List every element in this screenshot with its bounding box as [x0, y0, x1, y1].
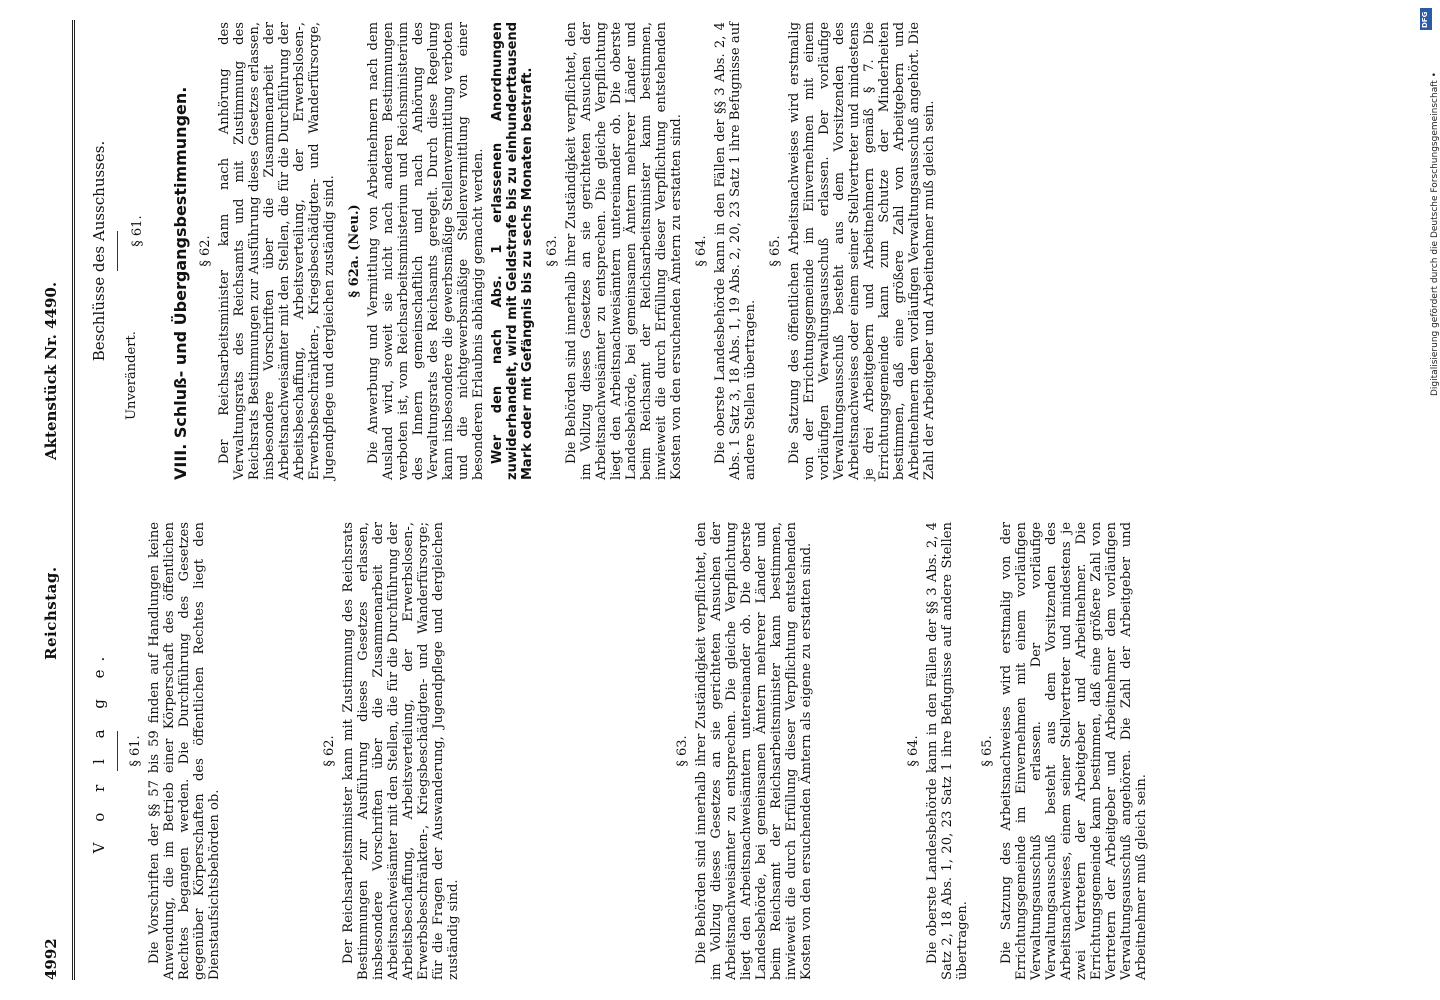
spacer	[226, 522, 312, 980]
section-text: Der Reichsarbeitsminister kann nach Anhörung des Verwaltungsrats des Reichsamts und mit Zustimmung des Reichsrats Bestimmungen zur Ausführung dieses Gesetzes erlassen, insbesondere Vorschriften über die Zusammenarbeit der Arbeitsnachweisämter mit den Stellen, die für die Durchführung der Arbeitsbeschaffung, Arbeitsverteilung, der Erwerbslosen-, Erwerbsbeschränkten-, Kriegsbeschädigten- und Wanderfürsorge, Jugendpflege und dergleichen zuständig sind.	[217, 22, 337, 480]
section-number: § 61.	[128, 735, 143, 767]
section-number: § 64.	[694, 235, 709, 267]
section-text: Die oberste Landesbehörde kann in den Fällen der §§ 3 Abs. 2, 4 Abs. 1 Satz 3, 18 Abs. 1, 19 Abs. 2, 20, 23 Satz 1 ihre Befugnisse auf andere Stellen übertragen.	[713, 22, 758, 480]
section-text: Der Reichsarbeitsminister kann mit Zustimmung des Reichsrats Bestimmungen zur Ausführung dieses Gesetzes erlassen, insbesondere Vorschriften über die Zusammenarbeit der Arbeitsnachweisämter mit den Stellen, die für die Durchführung der Arbeitsbeschaffung, Arbeitsverteilung, der Erwerbslosen-, Erwerbsbeschränkten-, Kriegsbeschädigten- und Wanderfürsorge; für die Fragen der Auswanderung, Jugendpflege und dergleichen zuständig sind.	[341, 522, 461, 980]
credit-text: Digitalisierung gefördert durch die Deutsche Forschungsgemeinschaft •	[1430, 72, 1440, 396]
section-number: § 62.	[322, 735, 337, 767]
column-heading: Beschlüsse des Ausschusses.	[90, 140, 108, 362]
column-beschluesse	[86, 22, 941, 480]
section-text: Die Behörden sind innerhalb ihrer Zuständigkeit verpflichtet, den im Vollzug dieses Gesetzes an sie gerichteten Ansuchen der Arbeitsnachweisämter zu entsprechen. Die gleiche Verpflichtung liegt den Arbeitsnachweisämtern untereinander ob. Die oberste Landesbehörde, bei gemeinsamen Ämtern mehrerer Länder und beim Reichsamt der Reichsarbeitsminister kann bestimmen, inwieweit die durch Erfüllung dieser Verpflichtung entstehenden Kosten von den ersuchenden Ämtern zu erstatten sind.	[564, 22, 684, 480]
running-title: Reichstag.	[42, 566, 60, 660]
section-text: Die Satzung des Arbeitsnachweises wird erstmalig von der Errichtungsgemeinde im Einvernehmen mit einem vorläufigen Verwaltungsausschuß erlassen. Der vorläufige Verwaltungsausschuß besteht aus dem Vorsitzenden des Arbeitsnachweises, einem seiner Stellvertreter und mindestens je zwei Vertretern der Arbeitgeber und Arbeitnehmer. Die Errichtungsgemeinde kann bestimmen, daß eine größere Zahl von Vertretern der Arbeitgeber und Arbeitnehmer dem vorläufigen Verwaltungsausschuß angehören. Die Zahl der Arbeitgeber und Arbeitnehmer muß gleich sein.	[999, 522, 1149, 980]
section-text: Die oberste Landesbehörde kann in den Fällen der §§ 3 Abs. 2, 4 Satz 2, 18 Abs. 1, 20, 23 Satz 1 ihre Befugnisse auf andere Stellen übertragen.	[925, 522, 970, 980]
section-number: § 61.	[130, 215, 145, 247]
spacer	[465, 522, 665, 980]
section-number: § 64.	[906, 735, 921, 767]
divider	[117, 231, 118, 271]
section-text-new: Wer den nach Abs. 1 erlassenen Anordnungen zuwiderhandelt, wird mit Geldstrafe bis zu einhunderttausend Mark oder mit Gefängnis bis zu sechs Monaten bestraft.	[490, 22, 535, 480]
section-number: § 63.	[545, 235, 560, 267]
section-row	[124, 22, 149, 480]
column-heading: V o r l a g e.	[90, 648, 108, 854]
section-text: Die Satzung des öffentlichen Arbeitsnachweises wird erstmalig von der Errichtungsgemeinde im Einvernehmen mit einem vorläufigen Verwaltungsausschuß erlassen. Der vorläufige Verwaltungsausschuß besteht aus dem Vorsitzenden des Arbeitsnachweises oder einem seiner Stellvertreter und mindestens je drei Arbeitgebern und Arbeitnehmern gemäß § 7. Die Errichtungsgemeinde kann zum Schutze der Minderheiten bestimmen, daß eine größere Zahl von Arbeitgebern und Arbeitnehmern dem vorläufigen Verwaltungsausschuß angehört. Die Zahl der Arbeitgeber und Arbeitnehmer muß gleich sein.	[787, 22, 937, 480]
document-page	[22, 0, 1342, 1000]
section-text: Die Anwerbung und Vermittlung von Arbeitnehmern nach dem Ausland wird, soweit sie nicht nach anderen Bestimmungen verboten ist, vom Reichsarbeitsministerium und Reichsministerium des Innern gemeinschaftlich und nach Anhörung des Verwaltungsrats des Reichsamts geregelt. Durch diese Regelung kann insbesondere die gewerbsmäßige Stellenvermittlung verboten und die nichtgewerbsmäßige Stellenvermittlung von einer besonderen Erlaubnis abhängig gemacht werden.	[366, 22, 486, 480]
section-number: § 65.	[768, 235, 783, 267]
section-text: Unverändert.	[124, 331, 139, 420]
digitization-credit	[1418, 8, 1440, 398]
dfg-logo	[1420, 8, 1432, 30]
section-number: § 62.	[198, 235, 213, 267]
section-text: Die Vorschriften der §§ 57 bis 59 finden auf Handlungen keine Anwendung, die im Betrieb einer Körperschaft des öffentlichen Rechtes begangen werden. Die Durchführung des Gesetzes gegenüber Körperschaften des öffentlichen Rechtes liegt den Dienstaufsichtsbehörden ob.	[147, 522, 222, 980]
page-number: 4992	[42, 938, 60, 980]
dfg-logo-text: DFG	[1421, 11, 1429, 28]
chapter-heading: VIII. Schluß- und Übergangsbestimmungen.	[171, 86, 190, 480]
section-number: § 63.	[675, 735, 690, 767]
page-header	[36, 20, 76, 980]
spacer	[818, 522, 896, 980]
divider	[117, 731, 118, 771]
section-number: § 65.	[980, 735, 995, 767]
section-number: § 62a. (Neu.)	[347, 204, 362, 298]
document-number: Aktenstück Nr. 4490.	[42, 281, 60, 460]
header-rule	[72, 20, 75, 980]
section-text: Die Behörden sind innerhalb ihrer Zuständigkeit verpflichtet, den im Vollzug dieses Gesetzes an sie gerichteten Ansuchen der Arbeitsnachweisämter zu entsprechen. Die gleiche Verpflichtung liegt den Arbeitsnachweisämtern untereinander ob. Die oberste Landesbehörde, bei gemeinsamen Ämtern mehrerer Länder und beim Reichsamt der Reichsarbeitsminister kann bestimmen, inwieweit die durch Erfüllung dieser Verpflichtung entstehenden Kosten von den ersuchenden Ämtern als eigene zu erstatten sind.	[694, 522, 814, 980]
column-vorlage	[86, 522, 1153, 980]
